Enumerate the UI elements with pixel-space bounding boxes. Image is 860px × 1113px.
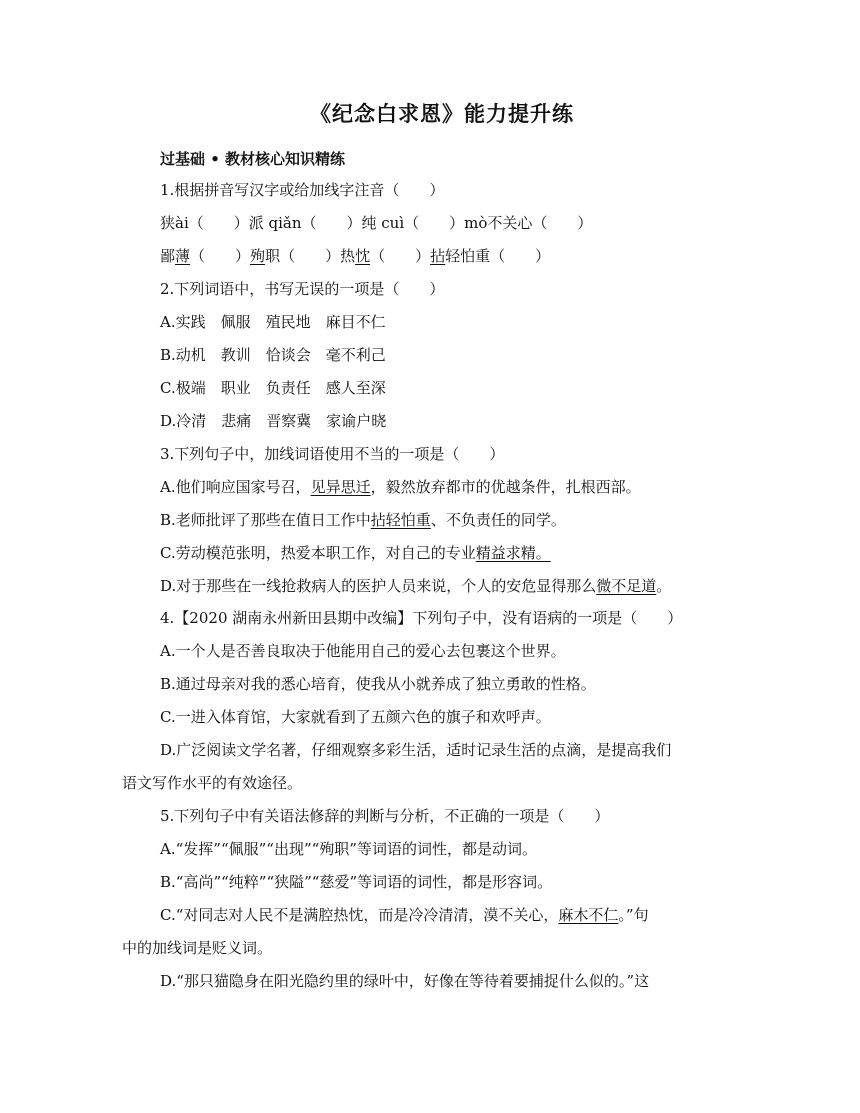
q1-stem: 1.根据拼音写汉字或给加线字注音（ ） (160, 181, 445, 199)
q1-underlined-char: 殉 (250, 247, 266, 265)
option-text: C.劳动模范张明，热爱本职工作，对自己的专业 (160, 544, 476, 562)
q5-option-c (160, 904, 649, 925)
q1-row1: 狭ài（ ）派 qiǎn（ ）纯 cuì（ ）mò不关心（ ） (160, 214, 593, 232)
q1-row2-text: 轻怕重（ ） (445, 247, 551, 265)
q4-stem: 4.【2020 湖南永州新田县期中改编】下列句子中，没有语病的一项是（ ） (160, 609, 683, 627)
underlined-phrase: 麻木不仁 (558, 906, 619, 924)
q2-option-a: A.实践 佩服 殖民地 麻目不仁 (160, 313, 386, 331)
q1-row2-text: 鄙 (160, 247, 176, 265)
q4-option-a: A.一个人是否善良取决于他能用自己的爱心去包裹这个世界。 (160, 642, 566, 660)
underlined-phrase: 拈轻怕重 (370, 511, 431, 529)
q1-underlined-char: 忱 (355, 247, 371, 265)
q1-underlined-char: 拈 (430, 247, 446, 265)
q2-option-c: C.极端 职业 负责任 感人至深 (160, 379, 386, 397)
q1-row2-text: 职（ ）热 (265, 247, 356, 265)
q5-option-a: A.“发挥”“佩服”“出现”“殉职”等词语的词性，都是动词。 (160, 840, 537, 858)
q5-option-b: B.“高尚”“纯粹”“狭隘”“慈爱”等词语的词性，都是形容词。 (160, 873, 553, 891)
q4-option-c: C.一进入体育馆，大家就看到了五颜六色的旗子和欢呼声。 (160, 708, 551, 726)
option-text: D.对于那些在一线抢救病人的医护人员来说，个人的安危显得那么 (160, 577, 597, 595)
option-text: B.老师批评了那些在值日工作中 (160, 511, 371, 529)
q3-option-b (160, 509, 566, 530)
option-text: 、不负责任的同学。 (430, 511, 566, 529)
underlined-phrase: 微不足道 (596, 577, 657, 595)
q5-option-d: D.“那只猫隐身在阳光隐约里的绿叶中，好像在等待着要捕捉什么似的。”这 (160, 972, 650, 990)
q1-row2 (160, 245, 550, 266)
q1-underlined-char: 薄 (175, 247, 191, 265)
option-text: 。”句 (618, 906, 649, 924)
q5-option-c-continued: 中的加线词是贬义词。 (122, 939, 273, 957)
option-text: ，毅然放弃都市的优越条件，扎根西部。 (370, 478, 641, 496)
page-title: 《纪念白求恩》能力提升练 (310, 101, 574, 126)
option-text: C.“对同志对人民不是满腔热忱，而是冷冷清清，漠不关心， (160, 906, 559, 924)
q4-option-b: B.通过母亲对我的悉心培育，使我从小就养成了独立勇敢的性格。 (160, 675, 596, 693)
q3-option-d (160, 575, 671, 596)
q1-row2-text: （ ） (370, 247, 431, 265)
q2-option-d: D.冷清 悲痛 晋察冀 家谕户晓 (160, 412, 387, 430)
q3-option-a (160, 476, 641, 497)
q5-stem: 5.下列句子中有关语法修辞的判断与分析，不正确的一项是（ ） (160, 807, 610, 825)
option-text: A.他们响应国家号召， (160, 478, 311, 496)
underlined-phrase: 精益求精。 (475, 544, 551, 562)
q4-option-d: D.广泛阅读文学名著，仔细观察多彩生活，适时记录生活的点滴，是提高我们 (160, 741, 672, 759)
q1-row2-text: （ ） (190, 247, 251, 265)
q3-option-c (160, 542, 551, 563)
q2-option-b: B.动机 教训 恰谈会 毫不利己 (160, 346, 386, 364)
option-text: 。 (656, 577, 672, 595)
underlined-phrase: 见异思迁 (310, 478, 371, 496)
section-heading: 过基础 • 教材核心知识精练 (160, 150, 346, 168)
q2-stem: 2.下列词语中，书写无误的一项是（ ） (160, 280, 445, 298)
q3-stem: 3.下列句子中，加线词语使用不当的一项是（ ） (160, 445, 505, 463)
q4-option-d-continued: 语文写作水平的有效途径。 (122, 774, 303, 792)
